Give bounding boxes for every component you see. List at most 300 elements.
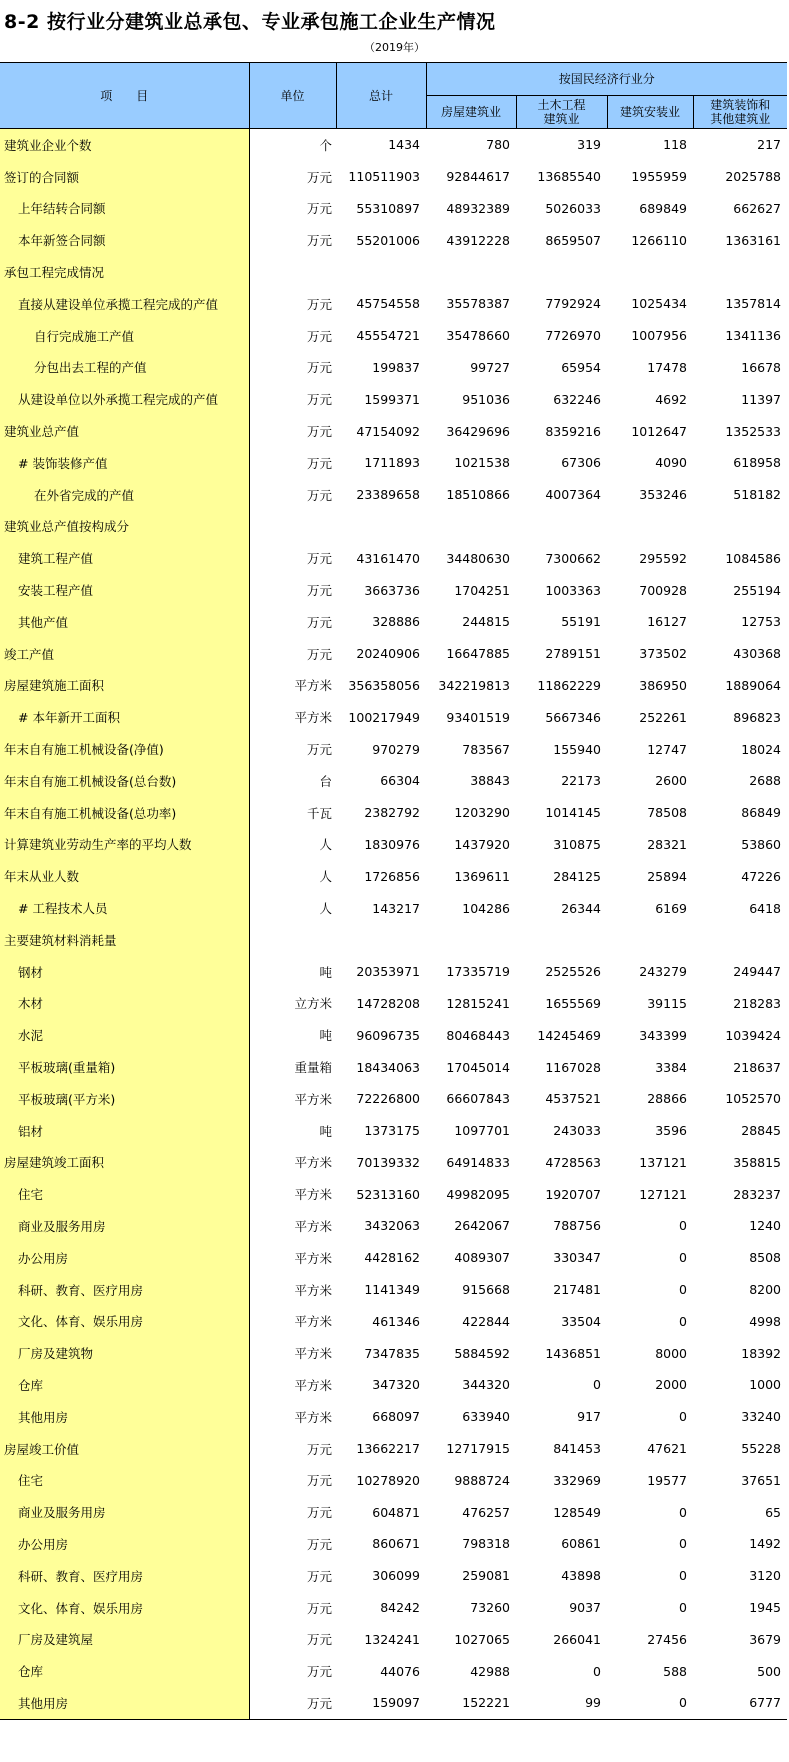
cell-install: 12747 (647, 741, 687, 757)
cell-install: 16127 (647, 614, 687, 630)
table-row (0, 924, 787, 956)
cell-decoration: 55228 (741, 1441, 782, 1457)
cell-total: 970279 (372, 741, 420, 757)
table-row (0, 1687, 787, 1719)
cell-housing: 49982095 (446, 1186, 510, 1202)
cell-total: 110511903 (348, 169, 420, 185)
cell-install: 19577 (647, 1472, 687, 1488)
cell-civil: 1003363 (545, 582, 601, 598)
cell-install: 127121 (639, 1186, 687, 1202)
cell-housing: 915668 (462, 1282, 510, 1298)
row-item-label: 办公用房 (0, 1528, 249, 1560)
row-item-label: 计算建筑业劳动生产率的平均人数 (0, 829, 249, 861)
table-row (0, 383, 787, 415)
row-unit: 人 (249, 829, 336, 861)
row-unit: 万元 (249, 1560, 336, 1592)
cell-housing: 422844 (462, 1313, 510, 1329)
cell-housing: 35478660 (446, 328, 510, 344)
cell-civil: 1436851 (545, 1345, 601, 1361)
cell-install: 0 (679, 1250, 687, 1266)
row-unit: 平方米 (249, 1305, 336, 1337)
cell-total: 10278920 (356, 1472, 420, 1488)
cell-civil: 7300662 (545, 550, 601, 566)
cell-install: 243279 (639, 964, 687, 980)
cell-decoration: 430368 (733, 646, 782, 662)
cell-decoration: 12753 (741, 614, 782, 630)
cell-civil: 330347 (553, 1250, 601, 1266)
cell-housing: 951036 (462, 391, 510, 407)
cell-decoration: 53860 (741, 836, 782, 852)
cell-total: 1830976 (364, 836, 420, 852)
cell-civil: 243033 (553, 1123, 601, 1139)
cell-civil: 917 (577, 1409, 601, 1425)
cell-total (336, 256, 426, 288)
cell-housing: 476257 (462, 1504, 510, 1520)
cell-civil: 788756 (553, 1218, 601, 1234)
table-row (0, 1560, 787, 1592)
row-unit: 平方米 (249, 670, 336, 702)
row-item-label: 铝材 (0, 1115, 249, 1147)
cell-decoration: 358815 (733, 1154, 782, 1170)
cell-install: 1007956 (631, 328, 687, 344)
table-row (0, 765, 787, 797)
row-item-label: 其他用房 (0, 1401, 249, 1433)
cell-housing: 18510866 (446, 487, 510, 503)
row-item-label: 房屋建筑竣工面积 (0, 1147, 249, 1179)
cell-decoration: 86849 (741, 805, 782, 821)
cell-civil: 2525526 (545, 964, 601, 980)
cell-civil: 26344 (561, 900, 601, 916)
cell-decoration: 255194 (733, 582, 782, 598)
header-col-housing: 房屋建筑业 (426, 96, 516, 129)
cell-housing: 342219813 (438, 677, 510, 693)
cell-install: 137121 (639, 1154, 687, 1170)
row-item-label: 仓库 (0, 1655, 249, 1687)
cell-housing: 1027065 (454, 1631, 510, 1647)
cell-decoration: 1945 (749, 1600, 782, 1616)
cell-decoration: 18392 (741, 1345, 782, 1361)
table-row (0, 1464, 787, 1496)
row-unit: 万元 (249, 320, 336, 352)
cell-decoration: 1352533 (725, 423, 782, 439)
cell-decoration: 217 (757, 137, 782, 153)
row-item-label: 建筑业企业个数 (0, 129, 249, 161)
row-item-label: 商业及服务用房 (0, 1496, 249, 1528)
header-col-civil: 土木工程 建筑业 (516, 96, 607, 129)
cell-total: 143217 (372, 900, 420, 916)
cell-decoration: 11397 (741, 391, 782, 407)
row-item-label: 主要建筑材料消耗量 (0, 924, 249, 956)
cell-housing: 1704251 (454, 582, 510, 598)
row-unit (249, 511, 336, 543)
table-row (0, 320, 787, 352)
row-item-label: 建筑业总产值 (0, 415, 249, 447)
row-unit: 平方米 (249, 1337, 336, 1369)
table-row (0, 447, 787, 479)
row-unit: 吨 (249, 1115, 336, 1147)
cell-decoration: 65 (765, 1504, 782, 1520)
cell-civil: 33504 (561, 1313, 601, 1329)
cell-civil: 310875 (553, 836, 601, 852)
cell-housing: 35578387 (446, 296, 510, 312)
cell-housing: 633940 (462, 1409, 510, 1425)
table-row (0, 1433, 787, 1465)
row-item-label: 房屋竣工价值 (0, 1433, 249, 1465)
table-row (0, 797, 787, 829)
cell-install: 0 (679, 1568, 687, 1584)
cell-install: 0 (679, 1536, 687, 1552)
cell-install: 39115 (647, 995, 687, 1011)
cell-civil: 632246 (553, 391, 601, 407)
row-unit (249, 256, 336, 288)
row-unit: 万元 (249, 1528, 336, 1560)
cell-housing: 780 (486, 137, 510, 153)
cell-housing: 43912228 (446, 232, 510, 248)
cell-total (336, 924, 426, 956)
cell-housing: 93401519 (446, 709, 510, 725)
row-item-label: 年末从业人数 (0, 860, 249, 892)
header-total: 总计 (336, 63, 426, 129)
cell-decoration: 3120 (749, 1568, 782, 1584)
cell-civil: 4537521 (545, 1091, 601, 1107)
cell-decoration: 4998 (749, 1313, 782, 1329)
cell-housing: 48932389 (446, 200, 510, 216)
table-row (0, 352, 787, 384)
row-item-label: 房屋建筑施工面积 (0, 670, 249, 702)
cell-decoration: 1363161 (725, 232, 782, 248)
cell-install: 17478 (647, 359, 687, 375)
row-item-label: 其他用房 (0, 1687, 249, 1719)
cell-total: 96096735 (356, 1027, 420, 1043)
row-unit: 万元 (249, 574, 336, 606)
cell-install: 1025434 (631, 296, 687, 312)
header-industry-group: 按国民经济行业分 (426, 63, 787, 96)
row-unit: 吨 (249, 1019, 336, 1051)
table-row (0, 1019, 787, 1051)
cell-housing: 1021538 (454, 455, 510, 471)
cell-decoration: 1341136 (725, 328, 782, 344)
row-unit: 万元 (249, 1496, 336, 1528)
cell-decoration: 37651 (741, 1472, 782, 1488)
cell-decoration: 2688 (749, 773, 782, 789)
cell-civil: 1920707 (545, 1186, 601, 1202)
table-row (0, 1528, 787, 1560)
cell-total: 3432063 (364, 1218, 420, 1234)
row-unit: 万元 (249, 1687, 336, 1719)
cell-total: 199837 (372, 359, 420, 375)
cell-decoration: 8200 (749, 1282, 782, 1298)
row-unit: 平方米 (249, 1274, 336, 1306)
table-row (0, 1178, 787, 1210)
cell-install: 0 (679, 1504, 687, 1520)
cell-total: 45554721 (356, 328, 420, 344)
cell-total: 52313160 (356, 1186, 420, 1202)
cell-housing: 152221 (426, 1687, 516, 1719)
table-row (0, 1051, 787, 1083)
cell-decoration: 1039424 (725, 1027, 782, 1043)
cell-decoration: 500 (757, 1663, 782, 1679)
row-item-label: 文化、体育、娱乐用房 (0, 1592, 249, 1624)
cell-housing: 1097701 (454, 1123, 510, 1139)
cell-housing: 4089307 (454, 1250, 510, 1266)
row-item-label: 从建设单位以外承揽工程完成的产值 (0, 383, 249, 415)
table-row (0, 1274, 787, 1306)
cell-install: 25894 (647, 868, 687, 884)
table-row (0, 988, 787, 1020)
row-unit: 万元 (249, 1623, 336, 1655)
row-unit: 人 (249, 892, 336, 924)
row-item-label: 其他产值 (0, 606, 249, 638)
cell-civil: 5667346 (545, 709, 601, 725)
cell-total: 1726856 (364, 868, 420, 884)
cell-decoration (693, 511, 787, 543)
cell-housing: 66607843 (446, 1091, 510, 1107)
row-item-label: # 工程技术人员 (0, 892, 249, 924)
cell-install: 3596 (655, 1123, 687, 1139)
cell-housing: 92844617 (446, 169, 510, 185)
cell-total: 461346 (372, 1313, 420, 1329)
cell-civil: 5026033 (545, 200, 601, 216)
cell-total: 4428162 (364, 1250, 420, 1266)
row-item-label: 办公用房 (0, 1242, 249, 1274)
cell-civil: 43898 (561, 1568, 601, 1584)
table-row (0, 956, 787, 988)
cell-housing: 259081 (462, 1568, 510, 1584)
cell-install: 27456 (647, 1631, 687, 1647)
cell-total: 159097 (336, 1687, 426, 1719)
cell-housing: 36429696 (446, 423, 510, 439)
cell-housing: 42988 (470, 1663, 510, 1679)
row-unit: 万元 (249, 733, 336, 765)
row-unit: 人 (249, 860, 336, 892)
row-unit: 平方米 (249, 1210, 336, 1242)
table-row (0, 574, 787, 606)
table-row (0, 129, 787, 161)
cell-decoration: 1052570 (725, 1091, 782, 1107)
cell-install: 0 (679, 1218, 687, 1234)
year-subtitle: （2019年） (364, 41, 425, 54)
cell-civil: 332969 (553, 1472, 601, 1488)
row-unit: 个 (249, 129, 336, 161)
cell-total: 55310897 (356, 200, 420, 216)
cell-decoration: 218283 (733, 995, 782, 1011)
row-unit: 万元 (249, 542, 336, 574)
cell-install: 28866 (647, 1091, 687, 1107)
cell-civil: 55191 (561, 614, 601, 630)
cell-decoration: 1000 (749, 1377, 782, 1393)
cell-civil: 9037 (569, 1600, 601, 1616)
cell-install: 689849 (639, 200, 687, 216)
cell-total: 1324241 (364, 1631, 420, 1647)
row-unit: 万元 (249, 288, 336, 320)
cell-install: 118 (663, 137, 687, 153)
cell-civil: 284125 (553, 868, 601, 884)
row-item-label: # 本年新开工面积 (0, 701, 249, 733)
cell-decoration: 2025788 (725, 169, 782, 185)
cell-housing: 17045014 (446, 1059, 510, 1075)
cell-housing: 1369611 (454, 868, 510, 884)
row-item-label: 本年新签合同额 (0, 224, 249, 256)
cell-total: 44076 (380, 1663, 420, 1679)
cell-install: 3384 (655, 1059, 687, 1075)
cell-housing: 104286 (462, 900, 510, 916)
cell-civil: 0 (593, 1377, 601, 1393)
cell-decoration: 662627 (733, 200, 782, 216)
row-unit: 万元 (249, 638, 336, 670)
cell-housing: 16647885 (446, 646, 510, 662)
row-item-label: 科研、教育、医疗用房 (0, 1274, 249, 1306)
cell-decoration: 218637 (733, 1059, 782, 1075)
cell-total: 13662217 (356, 1441, 420, 1457)
row-unit: 万元 (249, 1433, 336, 1465)
cell-install: 0 (679, 1409, 687, 1425)
table-row (0, 1369, 787, 1401)
cell-civil: 1014145 (545, 805, 601, 821)
cell-install: 0 (607, 1687, 693, 1719)
table-row (0, 701, 787, 733)
cell-civil: 128549 (553, 1504, 601, 1520)
cell-decoration: 1492 (749, 1536, 782, 1552)
table-row (0, 860, 787, 892)
header-col-install: 建筑安装业 (607, 96, 693, 129)
row-item-label: 上年结转合同额 (0, 193, 249, 225)
row-item-label: 在外省完成的产值 (0, 479, 249, 511)
row-unit: 平方米 (249, 1369, 336, 1401)
cell-total: 20353971 (356, 964, 420, 980)
cell-total: 1711893 (364, 455, 420, 471)
cell-install: 4090 (655, 455, 687, 471)
cell-install (607, 511, 693, 543)
table-row (0, 193, 787, 225)
cell-total: 55201006 (356, 232, 420, 248)
cell-total: 347320 (372, 1377, 420, 1393)
cell-total: 860671 (372, 1536, 420, 1552)
row-item-label: 平板玻璃(平方米) (0, 1083, 249, 1115)
row-unit: 立方米 (249, 988, 336, 1020)
cell-housing (426, 256, 516, 288)
table-row (0, 733, 787, 765)
cell-total: 1434 (388, 137, 420, 153)
cell-decoration: 1240 (749, 1218, 782, 1234)
table-row (0, 1147, 787, 1179)
row-unit: 平方米 (249, 1401, 336, 1433)
cell-total: 43161470 (356, 550, 420, 566)
cell-housing: 244815 (462, 614, 510, 630)
cell-civil: 22173 (561, 773, 601, 789)
cell-decoration: 249447 (733, 964, 782, 980)
row-unit: 万元 (249, 606, 336, 638)
table-row (0, 1496, 787, 1528)
cell-decoration: 1084586 (725, 550, 782, 566)
cell-total: 3663736 (364, 582, 420, 598)
cell-civil: 4007364 (545, 487, 601, 503)
row-unit: 万元 (249, 479, 336, 511)
row-item-label: 年末自有施工机械设备(净值) (0, 733, 249, 765)
table-row (0, 829, 787, 861)
row-item-label: 仓库 (0, 1369, 249, 1401)
row-unit: 平方米 (249, 701, 336, 733)
cell-decoration: 1889064 (725, 677, 782, 693)
table-row (0, 638, 787, 670)
row-item-label: 直接从建设单位承揽工程完成的产值 (0, 288, 249, 320)
cell-total: 1373175 (364, 1123, 420, 1139)
cell-housing: 17335719 (446, 964, 510, 980)
cell-civil: 4728563 (545, 1154, 601, 1170)
cell-decoration: 28845 (741, 1123, 782, 1139)
cell-total: 1141349 (364, 1282, 420, 1298)
cell-housing: 80468443 (446, 1027, 510, 1043)
cell-civil: 1655569 (545, 995, 601, 1011)
cell-housing (426, 924, 516, 956)
row-unit: 万元 (249, 1464, 336, 1496)
cell-install: 2000 (655, 1377, 687, 1393)
row-item-label: 建筑业总产值按构成分 (0, 511, 249, 543)
cell-civil: 8659507 (545, 232, 601, 248)
table-row (0, 1401, 787, 1433)
cell-civil: 13685540 (537, 169, 601, 185)
cell-civil (516, 511, 607, 543)
cell-install: 0 (679, 1600, 687, 1616)
table-row (0, 479, 787, 511)
cell-decoration: 18024 (741, 741, 782, 757)
cell-decoration: 1357814 (725, 296, 782, 312)
cell-civil: 7726970 (545, 328, 601, 344)
cell-install: 588 (663, 1663, 687, 1679)
row-unit: 万元 (249, 352, 336, 384)
row-unit (249, 924, 336, 956)
row-item-label: 钢材 (0, 956, 249, 988)
header-col-decoration: 建筑装饰和 其他建筑业 (693, 96, 787, 129)
cell-decoration: 3679 (749, 1631, 782, 1647)
row-unit: 平方米 (249, 1178, 336, 1210)
row-item-label: # 装饰装修产值 (0, 447, 249, 479)
cell-install (607, 256, 693, 288)
row-item-label: 住宅 (0, 1178, 249, 1210)
cell-civil: 319 (577, 137, 601, 153)
cell-total: 668097 (372, 1409, 420, 1425)
row-item-label: 科研、教育、医疗用房 (0, 1560, 249, 1592)
cell-install: 373502 (639, 646, 687, 662)
cell-decoration (693, 256, 787, 288)
cell-civil: 0 (593, 1663, 601, 1679)
table-header (0, 63, 787, 129)
table-body (0, 129, 787, 1720)
cell-housing: 5884592 (454, 1345, 510, 1361)
row-item-label: 竣工产值 (0, 638, 249, 670)
cell-civil: 217481 (553, 1282, 601, 1298)
row-unit: 万元 (249, 1592, 336, 1624)
row-unit: 千瓦 (249, 797, 336, 829)
cell-total: 84242 (380, 1600, 420, 1616)
cell-housing: 34480630 (446, 550, 510, 566)
cell-housing: 1437920 (454, 836, 510, 852)
cell-install: 700928 (639, 582, 687, 598)
row-unit: 万元 (249, 161, 336, 193)
cell-install: 1955959 (631, 169, 687, 185)
cell-decoration: 618958 (733, 455, 782, 471)
production-table (0, 62, 787, 1720)
cell-housing: 64914833 (446, 1154, 510, 1170)
cell-install: 47621 (647, 1441, 687, 1457)
cell-install: 343399 (639, 1027, 687, 1043)
cell-civil: 7792924 (545, 296, 601, 312)
table-row (0, 892, 787, 924)
cell-total: 2382792 (364, 805, 420, 821)
cell-civil (516, 924, 607, 956)
cell-total: 18434063 (356, 1059, 420, 1075)
cell-decoration: 283237 (733, 1186, 782, 1202)
cell-total: 306099 (372, 1568, 420, 1584)
